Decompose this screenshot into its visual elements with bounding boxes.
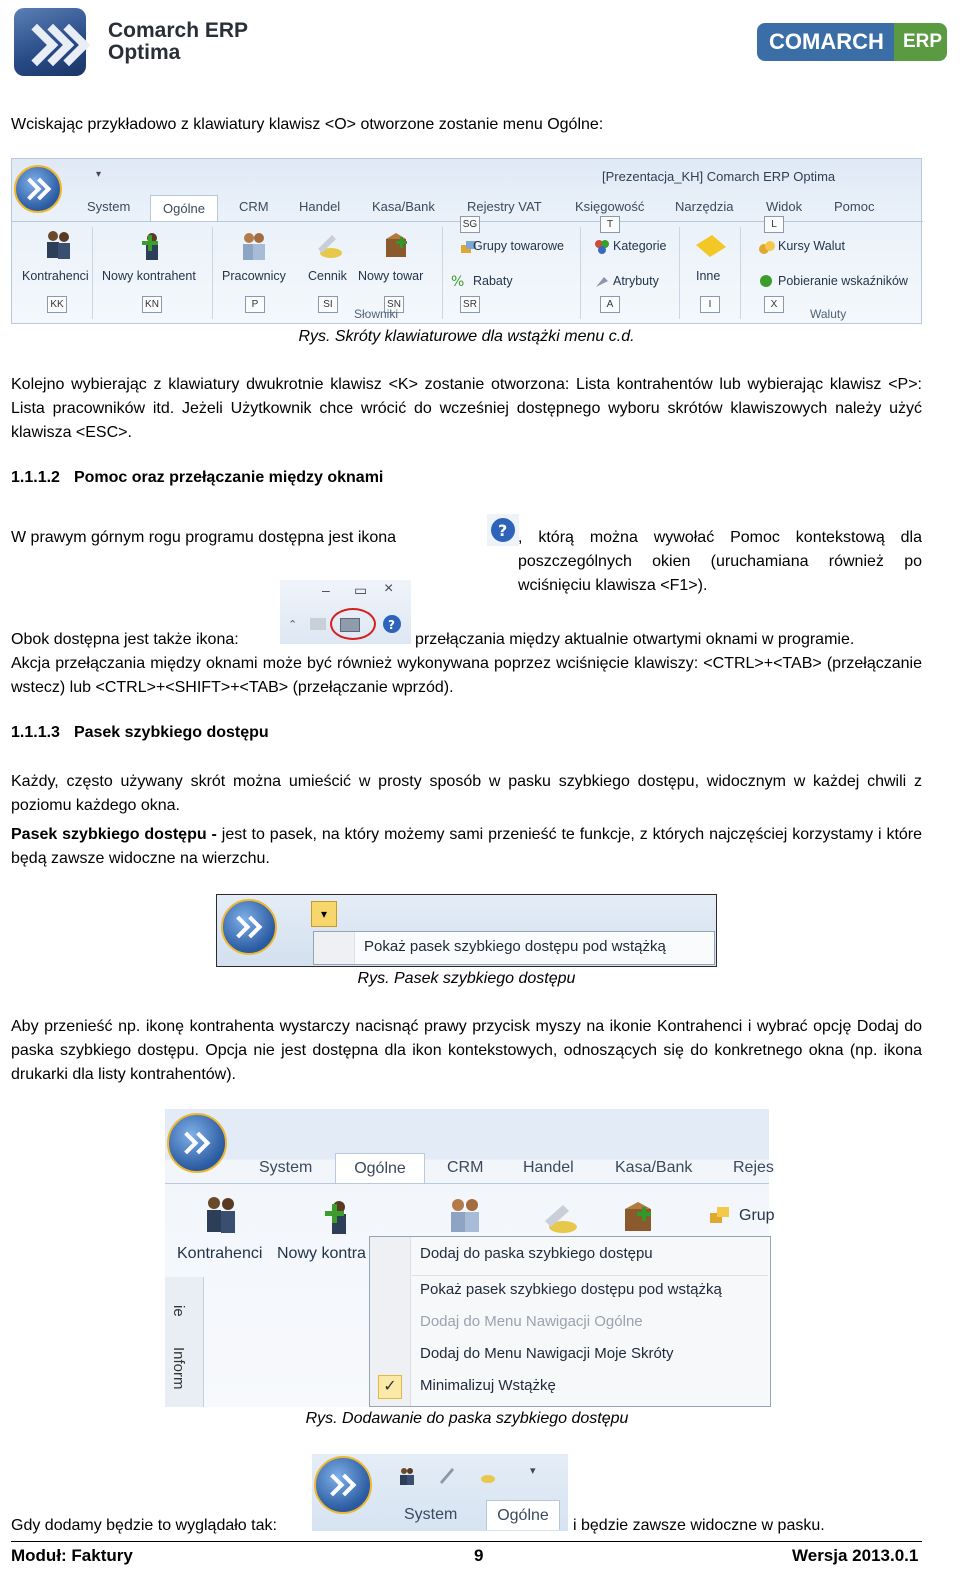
- heading-quick-access: [11, 724, 269, 742]
- svg-text:?: ?: [388, 618, 395, 632]
- keytip-i: I: [700, 296, 720, 313]
- app-orb-icon-3: [167, 1113, 227, 1173]
- para-add-to-qat: Aby przenieść np. ikonę kontrahenta wystarczy nacisnąć prawy przycisk myszy na ikonie Kontrahenci i wybrać opcję Dodaj do paska szybkiego dostępu. Opcja nie jest dostępna dla ikon kontekstowych, odnoszących się do konkretnego okna (np. ikona drukarki dla listy kontrahentów).: [11, 1018, 922, 1083]
- qat-contractors-icon[interactable]: [398, 1466, 416, 1486]
- footer-page-number: 9: [474, 1546, 484, 1565]
- keytip-si: SI: [318, 296, 338, 313]
- btn-pracownicy[interactable]: Pracownicy: [222, 269, 286, 283]
- para-switch-a: Obok dostępna jest także ikona:: [11, 631, 239, 648]
- new-contractor-icon: [138, 231, 166, 263]
- footer-module: Moduł: Faktury: [11, 1546, 133, 1565]
- brand-left: COMARCH: [769, 29, 884, 54]
- qat-dropdown-icon: ▾: [96, 169, 102, 180]
- keytip-sr: SR: [460, 296, 480, 313]
- btn-rabaty[interactable]: Rabaty: [473, 274, 513, 288]
- btn-cennik[interactable]: Cennik: [308, 269, 347, 283]
- employees-icon: [240, 231, 268, 263]
- final-qat-screenshot: [312, 1454, 568, 1531]
- keytip-x: X: [764, 296, 784, 313]
- product-line1: Comarch ERP: [108, 19, 249, 42]
- ctx-groups-icon: [709, 1205, 731, 1225]
- app-orb-icon-4: [314, 1456, 372, 1514]
- keytip-l: L: [764, 216, 784, 233]
- keytip-a: A: [600, 296, 620, 313]
- other-icon: [694, 231, 728, 261]
- intro-text: Wciskając przykładowo z klawiatury klawisz <O> otworzone zostanie menu Ogólne:: [11, 116, 604, 133]
- menu-show-qat-below[interactable]: Pokaż pasek szybkiego dostępu pod wstążką: [364, 938, 666, 955]
- help-icon[interactable]: [487, 514, 519, 546]
- keytip-kn: KN: [142, 296, 162, 313]
- keytip-sn: SN: [384, 296, 404, 313]
- para-help-a: W prawym górnym rogu programu dostępna jest ikona: [11, 529, 397, 546]
- para-result-a: Gdy dodamy będzie to wyglądało tak:: [11, 1517, 277, 1534]
- para-switch-c: Akcja przełączania między oknami może być również wykonywana poprzez wciśnięcie klawiszy: <CTRL>+<TAB> (przełączanie wstecz) lub <CTRL>+<SHIFT>+<TAB> (przełączanie wprzód).: [11, 655, 922, 696]
- checkmark-icon: ✓: [378, 1375, 402, 1399]
- qat-tools-icon[interactable]: [438, 1466, 456, 1484]
- para-help-b: [518, 526, 922, 598]
- app-orb-icon-2: [221, 899, 277, 955]
- btn-atrybuty[interactable]: Atrybuty: [613, 274, 659, 288]
- heading-help-switching: [11, 469, 383, 487]
- new-product-icon: [382, 231, 410, 259]
- tab-handel[interactable]: Handel: [299, 199, 341, 214]
- btn-kontrahenci[interactable]: Kontrahenci: [22, 269, 89, 283]
- restore-icon: ▭: [354, 582, 368, 598]
- switch-windows-icon[interactable]: [340, 618, 360, 632]
- para5-bold: Pasek szybkiego dostępu: [11, 826, 207, 843]
- heading2-number: 1.1.1.3: [11, 724, 60, 741]
- keytip-t: T: [600, 216, 620, 233]
- tab-ksiegowosc[interactable]: Księgowość: [575, 199, 645, 214]
- brand-right: ERP: [903, 31, 943, 52]
- minimize-icon: –: [322, 582, 330, 598]
- para-help-b-text: , którą można wywołać Pomoc kontekstową dla poszczególnych okien (uruchamiana również po wciśnięciu klawisza <F1>).: [518, 529, 922, 594]
- heading2-text: Pasek szybkiego dostępu: [73, 724, 269, 741]
- categories-icon: [594, 239, 610, 255]
- fetch-indicators-icon: [758, 273, 774, 289]
- btn-nowy-towar[interactable]: Nowy towar: [358, 269, 424, 283]
- tab-pomoc[interactable]: Pomoc: [834, 199, 875, 214]
- btn-grupy-towarowe[interactable]: Grupy towarowe: [473, 239, 565, 253]
- ctx-tab-handel[interactable]: Handel: [523, 1159, 574, 1176]
- para-quick-access: Każdy, często używany skrót można umieścić w prosty sposób w pasku szybkiego dostępu, widocznym w każdej chwili z poziomu każdego okna.: [11, 773, 922, 814]
- context-menu: [369, 1236, 771, 1407]
- qat-screenshot: [216, 894, 717, 967]
- ctx-tab-rejes[interactable]: Rejes: [733, 1159, 774, 1176]
- final-tab-system[interactable]: System: [404, 1506, 458, 1523]
- btn-pobieranie-wskaznikow[interactable]: Pobieranie wskaźników: [778, 274, 908, 288]
- group-slowniki: Słowniki: [354, 307, 399, 321]
- ctx-tab-kasa-bank[interactable]: Kasa/Bank: [615, 1159, 693, 1176]
- chevron-up-icon: ⌃: [288, 619, 298, 631]
- comarch-brand-logo: [757, 23, 947, 61]
- para5-dash: -: [206, 826, 222, 843]
- tab-narzedzia[interactable]: Narzędzia: [675, 199, 734, 214]
- app-orb-icon: [14, 165, 62, 213]
- print-icon: [310, 618, 326, 630]
- tab-kasa-bank[interactable]: Kasa/Bank: [372, 199, 435, 214]
- qat-customize-dropdown-icon[interactable]: ▾: [530, 1465, 536, 1477]
- ctx-btn-grup[interactable]: Grup: [739, 1207, 775, 1224]
- para-result-b: i będzie zawsze widoczne w pasku.: [573, 1517, 825, 1534]
- help-small-icon: [382, 614, 402, 634]
- menu-show-qat-below-ribbon[interactable]: Pokaż pasek szybkiego dostępu pod wstążką: [420, 1281, 722, 1298]
- heading-number: 1.1.1.2: [11, 469, 60, 486]
- menu-add-to-qat[interactable]: Dodaj do paska szybkiego dostępu: [420, 1245, 653, 1262]
- svg-text:?: ?: [498, 521, 508, 540]
- ctx-tab-ogolne[interactable]: Ogólne: [335, 1153, 425, 1183]
- tab-rejestry-vat[interactable]: Rejestry VAT: [467, 199, 542, 214]
- caption-qat: Rys. Pasek szybkiego dostępu: [357, 970, 576, 987]
- menu-minimize-ribbon[interactable]: Minimalizuj Wstążkę: [420, 1377, 556, 1394]
- context-menu-screenshot: [165, 1109, 775, 1407]
- ctx-contractors-icon: [203, 1195, 239, 1237]
- paragraph-keyboard: Kolejno wybierając z klawiatury dwukrotnie klawisz <K> zostanie otworzona: Lista kontrahentów lub wybierając klawisz <P>: Lista pracowników itd. Jeżeli Użytkownik chce wrócić do wcześniej dostępnego wyboru skrótów klawiszowych należy użyć klawisza <ESC>.: [11, 376, 922, 441]
- attributes-icon: [594, 273, 610, 289]
- window-controls-screenshot: [280, 580, 411, 644]
- exchange-rates-icon: [758, 239, 776, 255]
- price-list-icon: [314, 231, 344, 261]
- tab-widok[interactable]: Widok: [766, 199, 803, 214]
- keytip-sg: SG: [460, 216, 480, 233]
- footer-divider: [11, 1541, 922, 1542]
- btn-kategorie[interactable]: Kategorie: [613, 239, 667, 253]
- product-name: [108, 20, 248, 64]
- close-icon: ×: [384, 580, 394, 597]
- para-switch-b: przełączania między aktualnie otwartymi oknami w programie.: [415, 631, 855, 648]
- discounts-icon: [450, 273, 466, 289]
- product-line2: Optima: [108, 41, 181, 64]
- caption-add-to-qat: Rys. Dodawanie do paska szybkiego dostępu: [305, 1410, 629, 1427]
- btn-nowy-kontrahent[interactable]: Nowy kontrahent: [102, 269, 196, 283]
- ctx-tab-crm[interactable]: CRM: [447, 1159, 484, 1176]
- tab-crm[interactable]: CRM: [239, 199, 269, 214]
- ribbon-screenshot: [11, 158, 922, 324]
- heading-text: Pomoc oraz przełączanie między oknami: [73, 469, 384, 486]
- ctx-employees-icon: [447, 1197, 483, 1237]
- para-quick-access-def: [11, 823, 922, 871]
- keytip-p: P: [245, 296, 265, 313]
- ctx-btn-nowy-kontra[interactable]: Nowy kontra: [277, 1245, 366, 1262]
- keytip-kk: KK: [47, 296, 67, 313]
- para-help-line1: [11, 526, 396, 550]
- contractors-icon: [44, 229, 72, 263]
- final-tab-ogolne[interactable]: Ogólne: [486, 1500, 560, 1530]
- tab-system[interactable]: System: [87, 199, 131, 214]
- btn-inne[interactable]: Inne: [696, 269, 721, 283]
- para5-rest: jest to pasek, na który możemy sami przenieść te funkcje, z których najczęściej korzystamy i które będą zawsze widoczne na wierzchu.: [11, 826, 923, 867]
- ctx-btn-kontrahenci[interactable]: Kontrahenci: [177, 1245, 263, 1262]
- group-waluty: Waluty: [810, 307, 847, 321]
- ctx-new-contractor-icon: [321, 1199, 357, 1239]
- menu-add-nav-general[interactable]: Dodaj do Menu Nawigacji Ogólne: [420, 1313, 643, 1330]
- window-title: [Prezentacja_KH] Comarch ERP Optima: [602, 169, 836, 184]
- ctx-price-list-icon: [541, 1201, 581, 1237]
- qat-price-list-icon[interactable]: [478, 1466, 496, 1484]
- menu-add-nav-my-shortcuts[interactable]: Dodaj do Menu Nawigacji Moje Skróty: [420, 1345, 674, 1362]
- ctx-side-label-b: Inform: [170, 1347, 187, 1390]
- ctx-new-product-icon: [621, 1199, 657, 1235]
- svg-text:%: %: [451, 274, 465, 290]
- ctx-side-label-a: ie: [170, 1305, 187, 1317]
- comarch-erp-logo-icon: [14, 8, 86, 76]
- footer-version: Wersja 2013.0.1: [792, 1546, 919, 1565]
- ctx-tab-system[interactable]: System: [259, 1159, 313, 1176]
- btn-kursy-walut[interactable]: Kursy Walut: [778, 239, 845, 253]
- qat-dropdown-menu: [313, 931, 715, 965]
- caption-ribbon-shortcuts: Rys. Skróty klawiaturowe dla wstążki menu c.d.: [298, 328, 635, 345]
- qat-customize-icon[interactable]: ▾: [311, 901, 337, 927]
- tab-ogolne[interactable]: Ogólne: [150, 195, 218, 222]
